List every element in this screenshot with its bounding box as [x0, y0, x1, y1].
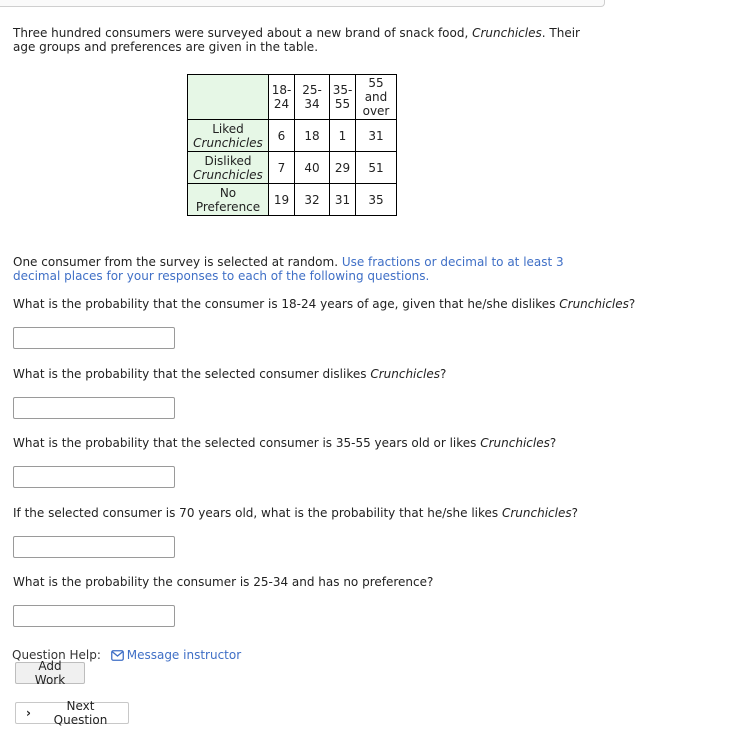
table-row — [188, 152, 397, 184]
next-question-button[interactable]: › Next Question — [15, 702, 129, 724]
fractions-link[interactable]: Use fractions — [341, 255, 421, 269]
table-cell: 19 — [269, 184, 295, 216]
table-cell: 7 — [269, 152, 295, 184]
answer-input-3[interactable] — [13, 466, 175, 488]
survey-table — [187, 74, 397, 216]
table-cell: 1 — [330, 120, 356, 152]
table-cell: 31 — [356, 120, 397, 152]
question-5: What is the probability the consumer is 25-34 and has no preference? — [13, 575, 434, 589]
intro-brand: Crunchicles — [472, 26, 542, 40]
header-25-34: 25- 34 — [295, 75, 330, 120]
add-work-button[interactable]: Add Work — [15, 662, 85, 684]
row-label-liked: Liked Crunchicles — [188, 120, 269, 152]
table-cell: 31 — [330, 184, 356, 216]
answer-input-4[interactable] — [13, 536, 175, 558]
table-header-row — [188, 75, 397, 120]
message-instructor-link[interactable]: Message instructor — [111, 648, 241, 662]
envelope-icon — [111, 650, 124, 661]
question-3: What is the probability that the selected consumer is 35-55 years old or likes Crunchicles? — [13, 436, 557, 450]
table-cell: 32 — [295, 184, 330, 216]
intro-text-end: . Their age groups and preferences are given in the table. — [13, 26, 580, 54]
chevron-right-icon: › — [26, 706, 31, 720]
header-18-24: 18- 24 — [269, 75, 295, 120]
answer-input-1[interactable] — [13, 327, 175, 349]
answer-input-5[interactable] — [13, 605, 175, 627]
row-label-no-preference: No Preference — [188, 184, 269, 216]
question-help-label: Question Help: — [12, 648, 101, 662]
table-cell: 40 — [295, 152, 330, 184]
table-cell: 6 — [269, 120, 295, 152]
top-container-edge — [0, 0, 605, 7]
answer-input-2[interactable] — [13, 397, 175, 419]
table-row — [188, 120, 397, 152]
table-cell: 35 — [356, 184, 397, 216]
instructions: One consumer from the survey is selected at random. Use fractions or decimal to at least 3 decimal places for your responses to each of the following questions. — [13, 255, 564, 283]
problem-intro — [13, 26, 603, 54]
question-4: If the selected consumer is 70 years old, what is the probability that he/she likes Crunchicles? — [13, 506, 578, 520]
table-cell: 51 — [356, 152, 397, 184]
table-cell: 29 — [330, 152, 356, 184]
table-corner-cell — [188, 75, 269, 120]
question-1: What is the probability that the consumer is 18-24 years of age, given that he/she dislikes Crunchicles? — [13, 297, 636, 311]
table-cell: 18 — [295, 120, 330, 152]
question-2: What is the probability that the selected consumer dislikes Crunchicles? — [13, 367, 447, 381]
header-55-over: 55 and over — [356, 75, 397, 120]
header-35-55: 35- 55 — [330, 75, 356, 120]
table-row — [188, 184, 397, 216]
decimal-link[interactable]: decimal — [440, 255, 488, 269]
intro-text: Three hundred consumers were surveyed about a new brand of snack food, — [13, 26, 473, 40]
row-label-disliked: Disliked Crunchicles — [188, 152, 269, 184]
